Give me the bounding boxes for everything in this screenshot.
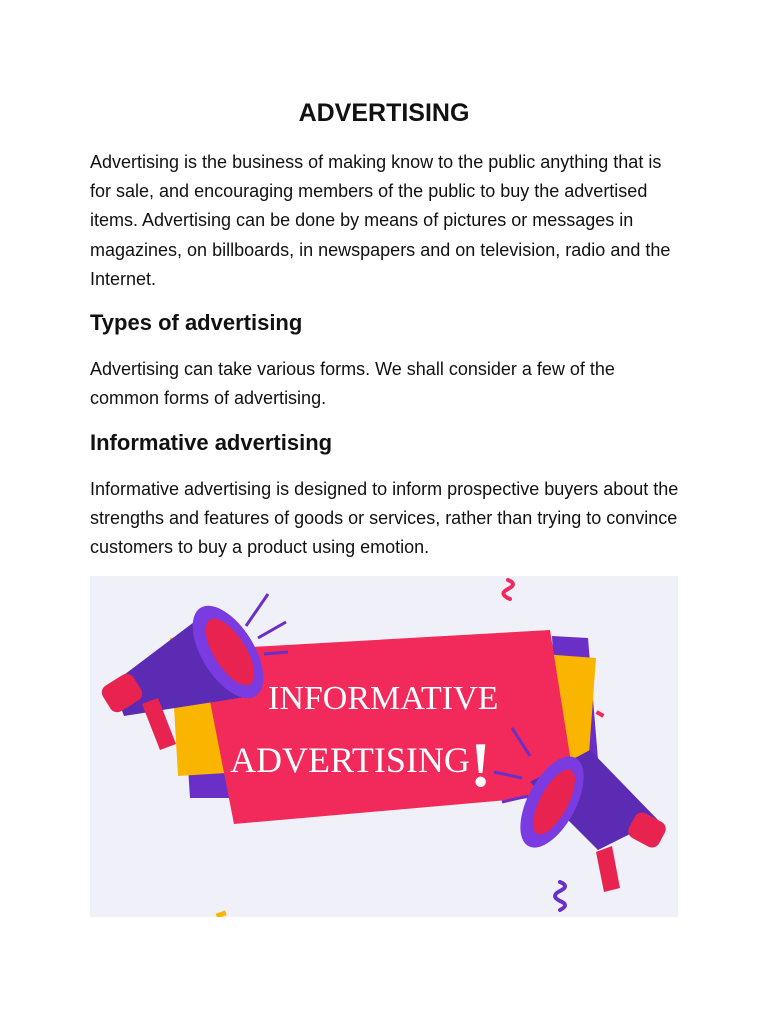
section-heading-informative: Informative advertising — [90, 430, 333, 455]
squiggle-bottom — [555, 882, 565, 910]
section-paragraph-informative: Informative advertising is designed to inform prospective buyers about the strengths and features of goods or services, rather than trying to convince customers to buy a product using emotion. — [90, 479, 679, 558]
banner-line-2: ADVERTISING — [230, 740, 470, 780]
document-title: ADVERTISING — [298, 99, 470, 127]
informative-advertising-illustration — [90, 576, 678, 917]
section-heading-types: Types of advertising — [90, 310, 303, 335]
illustration-canvas — [90, 576, 678, 917]
section-paragraph-types: Advertising can take various forms. We shall consider a few of the common forms of advertising. — [90, 359, 615, 409]
confetti-yellow — [216, 910, 227, 917]
banner-exclamation: ! — [470, 729, 492, 800]
banner-line-1: INFORMATIVE — [268, 680, 499, 717]
intro-paragraph: Advertising is the business of making know to the public anything that is for sale, and encouraging members of the public to buy the advertised items. Advertising can be done by means of pictures or messages in magazines, on billboards, in newspapers and on television, radio and the Internet. — [90, 152, 671, 289]
squiggle-top-right — [503, 580, 513, 599]
confetti-pink — [596, 710, 605, 717]
